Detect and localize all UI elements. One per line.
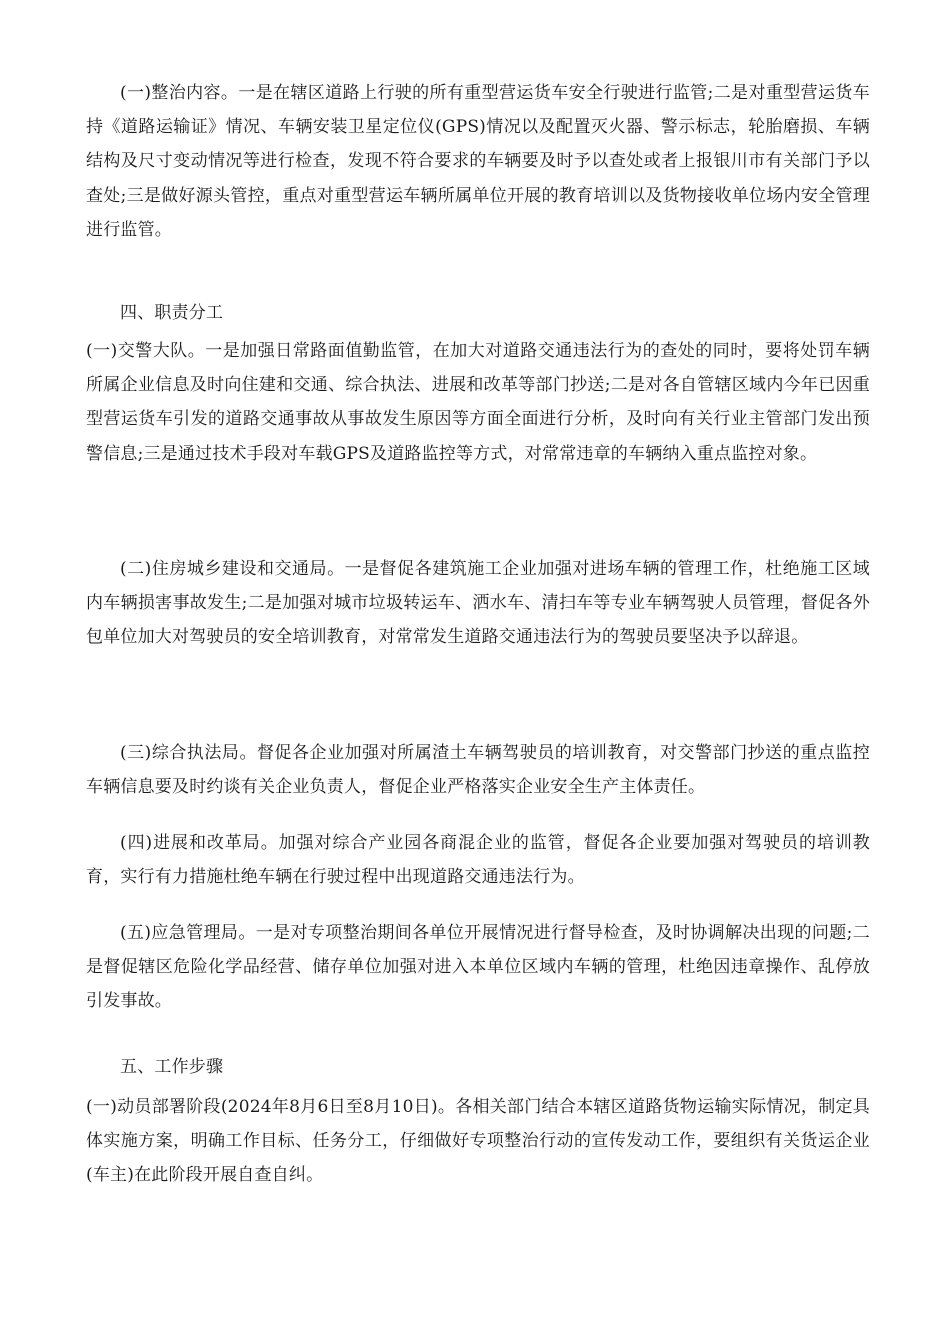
paragraph-remediation-content: (一)整治内容。一是在辖区道路上行驶的所有重型营运货车安全行驶进行监管;二是对重型营运货车持《道路运输证》情况、车辆安装卫星定位仪(GPS)情况以及配置灭火器、警示标志，轮胎磨损、车辆结构及尺寸变动情况等进行检查，发现不符合要求的车辆要及时予以查处或者上报银川市有关部门予以查处;三是做好源头管控，重点对重型营运车辆所属单位开展的教育培训以及货物接收单位场内安全管理进行监管。: [86, 83, 870, 240]
paragraph-emergency-management: (五)应急管理局。一是对专项整治期间各单位开展情况进行督导检查，及时协调解决出现的问题;二是督促辖区危险化学品经营、储存单位加强对进入本单位区域内车辆的管理，杜绝因违章操作、乱停放引发事故。: [86, 923, 870, 1012]
paragraph-housing-transport: (二)住房城乡建设和交通局。一是督促各建筑施工企业加强对进场车辆的管理工作，杜绝施工区域内车辆损害事故发生;二是加强对城市垃圾转运车、洒水车、清扫车等专业车辆驾驶人员管理，督促各外包单位加大对驾驶员的安全培训教育，对常常发生道路交通违法行为的驾驶员要坚决予以辞退。: [86, 559, 870, 648]
paragraph-traffic-police: (一)交警大队。一是加强日常路面值勤监管，在加大对道路交通违法行为的查处的同时，要将处罚车辆所属企业信息及时向住建和交通、综合执法、进展和改革等部门抄送;二是对各自管辖区域内今年已因重型营运货车引发的道路交通事故从事故发生原因等方面全面进行分析，及时向有关行业主管部门发出预警信息;三是通过技术手段对车载GPS及道路监控等方式，对常常违章的车辆纳入重点监控对象。: [86, 341, 870, 464]
section-heading-duties: 四、职责分工: [120, 303, 224, 323]
paragraph-law-enforcement: (三)综合执法局。督促各企业加强对所属渣土车辆驾驶员的培训教育，对交警部门抄送的重点监控车辆信息要及时约谈有关企业负责人，督促企业严格落实企业安全生产主体责任。: [86, 743, 870, 798]
section-heading-steps: 五、工作步骤: [120, 1057, 224, 1077]
paragraph-mobilization-stage: (一)动员部署阶段(2024年8月6日至8月10日)。各相关部门结合本辖区道路货物运输实际情况，制定具体实施方案，明确工作目标、任务分工，仔细做好专项整治行动的宣传发动工作，要组织有关货运企业(车主)在此阶段开展自查自纠。: [86, 1097, 870, 1186]
paragraph-development-reform: (四)进展和改革局。加强对综合产业园各商混企业的监管，督促各企业要加强对驾驶员的培训教育，实行有力措施杜绝车辆在行驶过程中出现道路交通违法行为。: [86, 833, 870, 888]
